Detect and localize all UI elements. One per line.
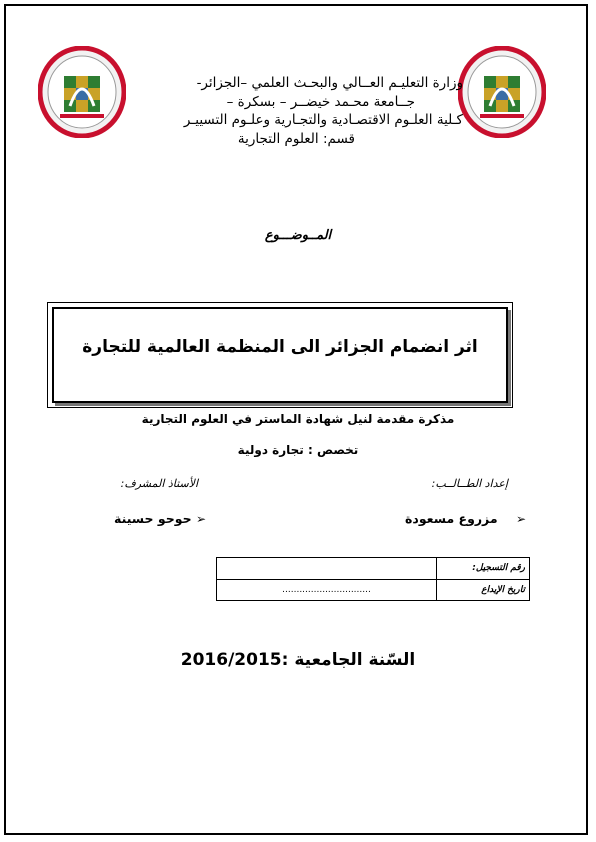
registration-number-label: رقم التسجيل: — [437, 558, 530, 580]
degree-line: مذكرة مقدمة لنيل شهادة الماستر في العلوم التجارية — [141, 412, 455, 426]
arrow-bullet-icon: ➢ — [195, 512, 206, 526]
student-name-row — [405, 511, 526, 526]
supervisor-name: حوحو حسينة — [114, 511, 192, 526]
deposit-date-value: ............................... — [217, 579, 437, 601]
supervisor-name-row — [114, 511, 206, 526]
ministry-line: وزارة التعليـم العــالي والبحـث العلمي –الجزائر- — [196, 75, 463, 91]
academic-year: السّنة الجامعية :2016/2015 — [180, 650, 416, 670]
student-label: إعداد الطــالــب: — [431, 477, 508, 490]
title-frame — [47, 302, 513, 408]
university-emblem-icon — [458, 46, 546, 138]
specialty-line: تخصص : تجارة دولية — [237, 443, 359, 457]
table-row — [217, 579, 530, 601]
faculty-line: كـلية العلـوم الاقتصـادية والتجـارية وعلـوم التسييـر — [183, 112, 463, 128]
thesis-title: اثر انضمام الجزائر الى المنظمة العالمية للتجارة — [82, 337, 478, 357]
registration-number-value — [217, 558, 437, 580]
table-row — [217, 558, 530, 580]
subject-label: المــوضـــوع — [264, 228, 332, 243]
registration-table — [216, 557, 530, 601]
department-line: قسم: العلوم التجارية — [237, 130, 355, 147]
supervisor-label: الأستاذ المشرف: — [120, 477, 198, 490]
student-name: مزروع مسعودة — [405, 511, 498, 526]
ministry-header — [123, 74, 463, 148]
arrow-bullet-icon: ➢ — [515, 512, 526, 526]
university-line: جــامعة محـمد خيضــر – بسكرة – — [226, 93, 415, 110]
university-emblem-icon — [38, 46, 126, 138]
deposit-date-label: تاريخ الإيداع — [437, 579, 530, 601]
